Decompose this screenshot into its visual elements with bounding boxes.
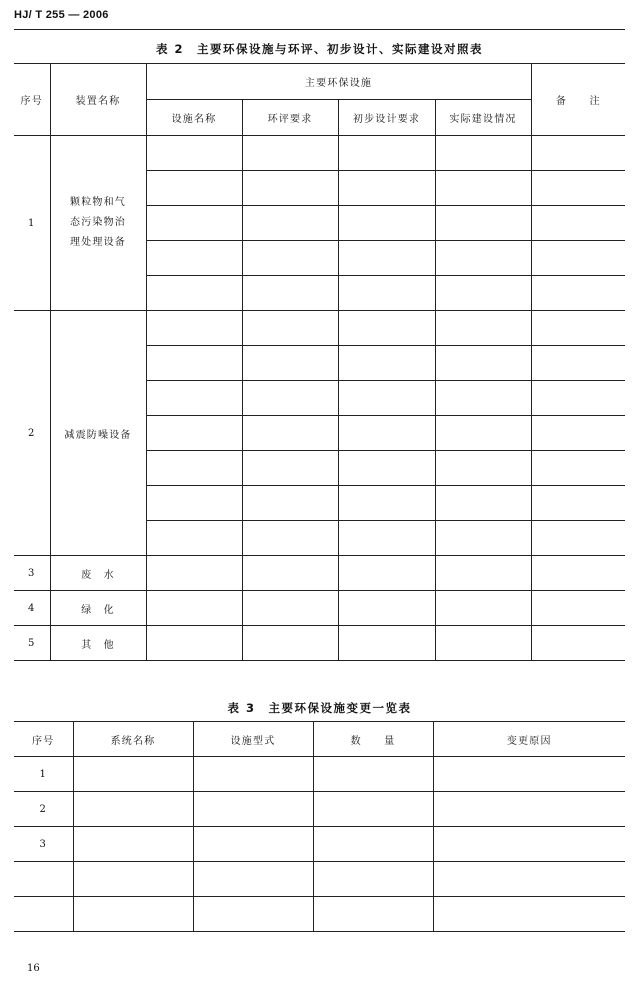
input-cell[interactable] xyxy=(242,171,338,206)
header-facility-model: 设施型式 xyxy=(193,722,313,757)
input-cell[interactable] xyxy=(433,862,625,897)
device-name-cell xyxy=(50,136,146,311)
seq-cell: 4 xyxy=(14,591,50,626)
table-row xyxy=(14,311,625,346)
input-cell[interactable] xyxy=(242,556,338,591)
input-cell[interactable] xyxy=(193,862,313,897)
input-cell[interactable] xyxy=(73,827,193,862)
input-cell[interactable] xyxy=(435,591,531,626)
input-cell[interactable] xyxy=(531,521,625,556)
input-cell[interactable] xyxy=(146,486,242,521)
input-cell[interactable] xyxy=(531,136,625,171)
table-row xyxy=(14,827,625,862)
input-cell[interactable] xyxy=(435,451,531,486)
input-cell[interactable] xyxy=(242,241,338,276)
device-name-line: 颗粒物和气 xyxy=(70,197,126,208)
input-cell[interactable] xyxy=(435,241,531,276)
seq-cell xyxy=(14,897,73,932)
table-row xyxy=(14,862,625,897)
input-cell[interactable] xyxy=(338,276,435,311)
input-cell[interactable] xyxy=(531,591,625,626)
device-name-cell: 减震防噪设备 xyxy=(50,311,146,556)
input-cell[interactable] xyxy=(338,311,435,346)
input-cell[interactable] xyxy=(146,451,242,486)
input-cell[interactable] xyxy=(73,862,193,897)
header-change-reason: 变更原因 xyxy=(433,722,625,757)
header-system-name: 系统名称 xyxy=(73,722,193,757)
page-number: 16 xyxy=(27,963,40,974)
input-cell[interactable] xyxy=(313,897,433,932)
input-cell[interactable] xyxy=(73,792,193,827)
table3-title: 表 3 主要环保设施变更一览表 xyxy=(227,701,412,715)
header-remarks: 备 注 xyxy=(531,64,625,136)
input-cell[interactable] xyxy=(433,792,625,827)
input-cell[interactable] xyxy=(435,206,531,241)
input-cell[interactable] xyxy=(338,346,435,381)
table-row xyxy=(14,897,625,932)
input-cell[interactable] xyxy=(338,451,435,486)
input-cell[interactable] xyxy=(146,416,242,451)
seq-cell: 1 xyxy=(14,757,73,792)
seq-cell xyxy=(14,862,73,897)
seq-cell: 2 xyxy=(14,792,73,827)
table-row xyxy=(14,626,625,661)
input-cell[interactable] xyxy=(338,521,435,556)
input-cell[interactable] xyxy=(435,626,531,661)
device-name-line: 态污染物治 xyxy=(70,217,126,228)
input-cell[interactable] xyxy=(433,757,625,792)
input-cell[interactable] xyxy=(531,416,625,451)
input-cell[interactable] xyxy=(146,346,242,381)
device-name-cell: 废 水 xyxy=(50,556,146,591)
input-cell[interactable] xyxy=(242,276,338,311)
input-cell[interactable] xyxy=(338,486,435,521)
header-facility-name: 设施名称 xyxy=(146,100,242,136)
header-prelim-design-requirement: 初步设计要求 xyxy=(338,100,435,136)
input-cell[interactable] xyxy=(242,521,338,556)
input-cell[interactable] xyxy=(435,416,531,451)
table-row xyxy=(14,556,625,591)
input-cell[interactable] xyxy=(435,486,531,521)
device-name-line: 理处理设备 xyxy=(70,237,126,248)
table-row xyxy=(14,792,625,827)
header-quantity: 数 量 xyxy=(313,722,433,757)
device-name-cell: 其 他 xyxy=(50,626,146,661)
input-cell[interactable] xyxy=(433,827,625,862)
input-cell[interactable] xyxy=(435,556,531,591)
input-cell[interactable] xyxy=(531,451,625,486)
input-cell[interactable] xyxy=(193,757,313,792)
input-cell[interactable] xyxy=(338,171,435,206)
seq-cell: 5 xyxy=(14,626,50,661)
seq-cell: 2 xyxy=(14,311,50,556)
input-cell[interactable] xyxy=(435,276,531,311)
input-cell[interactable] xyxy=(146,556,242,591)
input-cell[interactable] xyxy=(193,827,313,862)
input-cell[interactable] xyxy=(433,897,625,932)
header-rule xyxy=(14,29,625,30)
input-cell[interactable] xyxy=(242,346,338,381)
input-cell[interactable] xyxy=(531,276,625,311)
input-cell[interactable] xyxy=(338,556,435,591)
header-eia-requirement: 环评要求 xyxy=(242,100,338,136)
table-row xyxy=(14,757,625,792)
header-actual-construction: 实际建设情况 xyxy=(435,100,531,136)
input-cell[interactable] xyxy=(313,757,433,792)
input-cell[interactable] xyxy=(531,486,625,521)
input-cell[interactable] xyxy=(338,416,435,451)
input-cell[interactable] xyxy=(193,792,313,827)
input-cell[interactable] xyxy=(313,862,433,897)
input-cell[interactable] xyxy=(146,381,242,416)
seq-cell: 1 xyxy=(14,136,50,311)
input-cell[interactable] xyxy=(531,311,625,346)
input-cell[interactable] xyxy=(338,626,435,661)
input-cell[interactable] xyxy=(313,827,433,862)
table-row xyxy=(14,591,625,626)
input-cell[interactable] xyxy=(146,136,242,171)
input-cell[interactable] xyxy=(242,451,338,486)
standard-code: HJ/ T 255 — 2006 xyxy=(14,9,109,21)
input-cell[interactable] xyxy=(531,381,625,416)
input-cell[interactable] xyxy=(146,626,242,661)
header-device-name: 装置名称 xyxy=(50,64,146,136)
input-cell[interactable] xyxy=(531,626,625,661)
input-cell[interactable] xyxy=(531,206,625,241)
input-cell[interactable] xyxy=(242,136,338,171)
input-cell[interactable] xyxy=(242,591,338,626)
input-cell[interactable] xyxy=(531,556,625,591)
seq-cell: 3 xyxy=(14,827,73,862)
input-cell[interactable] xyxy=(146,591,242,626)
input-cell[interactable] xyxy=(146,206,242,241)
header-seq: 序号 xyxy=(14,64,50,136)
input-cell[interactable] xyxy=(193,897,313,932)
input-cell[interactable] xyxy=(338,136,435,171)
input-cell[interactable] xyxy=(435,381,531,416)
input-cell[interactable] xyxy=(338,241,435,276)
input-cell[interactable] xyxy=(146,311,242,346)
input-cell[interactable] xyxy=(435,136,531,171)
input-cell[interactable] xyxy=(435,346,531,381)
input-cell[interactable] xyxy=(146,171,242,206)
input-cell[interactable] xyxy=(338,591,435,626)
input-cell[interactable] xyxy=(531,346,625,381)
header-seq: 序号 xyxy=(14,722,73,757)
input-cell[interactable] xyxy=(73,897,193,932)
table-row xyxy=(14,136,625,171)
input-cell[interactable] xyxy=(338,206,435,241)
input-cell[interactable] xyxy=(435,311,531,346)
input-cell[interactable] xyxy=(242,381,338,416)
input-cell[interactable] xyxy=(338,381,435,416)
input-cell[interactable] xyxy=(73,757,193,792)
input-cell[interactable] xyxy=(435,171,531,206)
input-cell[interactable] xyxy=(531,241,625,276)
table2 xyxy=(14,63,625,661)
input-cell[interactable] xyxy=(242,626,338,661)
input-cell[interactable] xyxy=(531,171,625,206)
input-cell[interactable] xyxy=(146,276,242,311)
input-cell[interactable] xyxy=(242,311,338,346)
header-main-facilities: 主要环保设施 xyxy=(146,64,531,100)
input-cell[interactable] xyxy=(313,792,433,827)
input-cell[interactable] xyxy=(242,486,338,521)
seq-cell: 3 xyxy=(14,556,50,591)
input-cell[interactable] xyxy=(242,416,338,451)
input-cell[interactable] xyxy=(435,521,531,556)
input-cell[interactable] xyxy=(146,521,242,556)
input-cell[interactable] xyxy=(242,206,338,241)
input-cell[interactable] xyxy=(146,241,242,276)
table2-title: 表 2 主要环保设施与环评、初步设计、实际建设对照表 xyxy=(155,42,483,56)
table3 xyxy=(14,721,625,932)
device-name-cell: 绿 化 xyxy=(50,591,146,626)
